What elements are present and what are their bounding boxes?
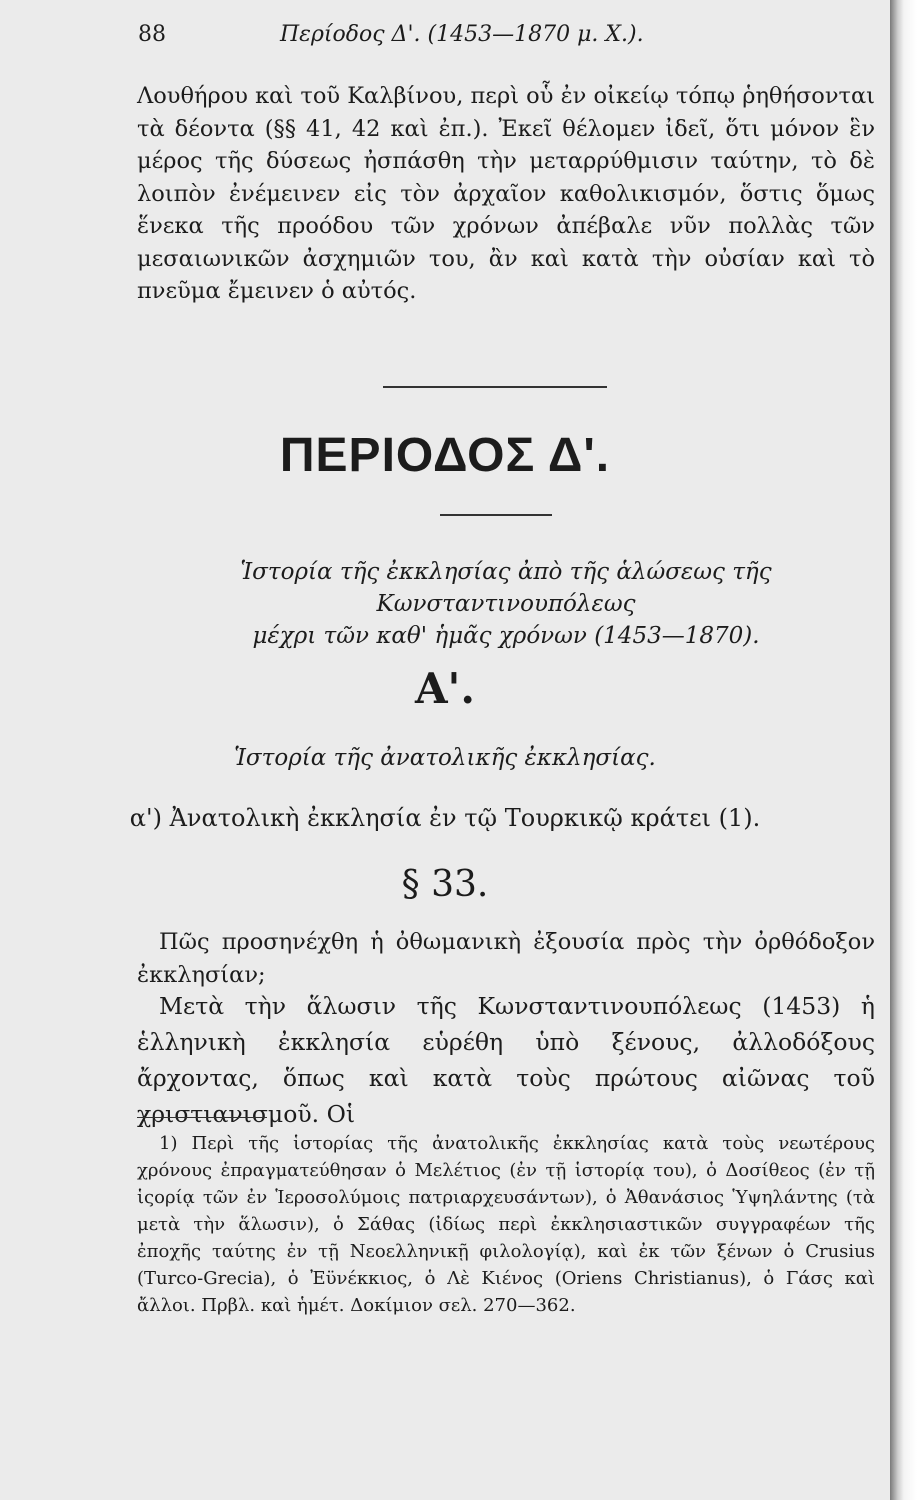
question-block [137, 926, 875, 991]
opening-paragraph-block [137, 80, 875, 308]
question-text: Πῶς προσηνέχθη ἡ ὀθωμανικὴ ἐξουσία πρὸς τὴν ὀρθόδοξον ἐκκλησίαν; [137, 929, 875, 988]
footnote-text: 1) Περὶ τῆς ἱστορίας τῆς ἀνατολικῆς ἐκκλησίας κατὰ τοὺς νεωτέρους χρόνους ἐπραγματεύθησαν ὁ Μελέτιος (ἐν τῇ ἱστορίᾳ του), ὁ Δοσίθεος (ἐν τῇ ἱςορίᾳ τῶν ἐν Ἱεροσολύμοις πατριαρχευσάντων), ὁ Ἀθανάσιος Ὑψηλάντης (τὰ μετὰ τὴν ἅλωσιν), ὁ Σάθας (ἰδίως περὶ ἐκκλησιαστικῶν συγγραφέων τῆς ἐποχῆς ταύτης ἐν τῇ Νεοελληνικῇ φιλολογίᾳ), καὶ ἐκ τῶν ξένων ὁ Crusius (Turco-Grecia), ὁ Ἐϋνέκκιος, ὁ Λὲ Κιένος (Oriens Christianus), ὁ Γάσς καὶ ἄλλοι. Πρβλ. καὶ ἡμέτ. Δοκίμιον σελ. 270—362. [137, 1133, 875, 1316]
section-number: § 33. [401, 864, 489, 905]
answer-block [137, 988, 875, 1132]
subsection-title: α') Ἀνατολικὴ ἐκκλησία ἐν τῷ Τουρκικῷ κράτει (1). [129, 804, 761, 832]
heading-underline [440, 514, 552, 516]
opening-paragraph: Λουθήρου καὶ τοῦ Καλβίνου, περὶ οὗ ἐν οἰκείῳ τόπῳ ῥηθήσονται τὰ δέοντα (§§ 41, 42 καὶ ἐπ.). Ἐκεῖ θέλομεν ἰδεῖ, ὅτι μόνον ἓν μέρος τῆς δύσεως ἠσπάσθη τὴν μεταρρύθμισιν ταύτην, τὸ δὲ λοιπὸν ἐνέμεινεν εἰς τὸν ἀρχαῖον καθολικισμόν, ὅστις ὅμως ἕνεκα τῆς προόδου τῶν χρόνων ἀπέβαλε νῦν πολλὰς τῶν μεσαιωνικῶν ἀσχημιῶν του, ἂν καὶ κατὰ τὴν οὐσίαν καὶ τὸ πνεῦμα ἔμεινεν ὁ αὐτός. [137, 83, 875, 304]
period-subtitle [137, 556, 875, 652]
page-edge [890, 0, 917, 1500]
period-subtitle-line1: Ἱστορία τῆς ἐκκλησίας ἀπὸ τῆς ἁλώσεως τῆς Κωνσταντινουπόλεως [240, 559, 772, 617]
period-subtitle-line2: μέχρι τῶν καθ' ἡμᾶς χρόνων (1453—1870). [252, 623, 760, 649]
page-number: 88 [138, 22, 166, 47]
answer-paragraph: Μετὰ τὴν ἅλωσιν τῆς Κωνσταντινουπόλεως (1453) ἡ ἑλληνικὴ ἐκκλησία εὑρέθη ὑπὸ ξένους, ἀλλοδόξους ἄρχοντας, ὅπως καὶ κατὰ τοὺς πρώτους αἰῶνας τοῦ χριστιανισμοῦ. Οἱ [137, 992, 875, 1128]
footnote-block [137, 1130, 875, 1319]
running-title: Περίοδος Δ'. (1453—1870 μ. Χ.). [280, 22, 644, 47]
footnote-divider [137, 1117, 267, 1118]
top-divider [383, 386, 607, 388]
part-title: Ἱστορία τῆς ἀνατολικῆς ἐκκλησίας. [234, 745, 656, 771]
section-heading: ΠΕΡΙΟΔΟΣ Δ'. [279, 429, 611, 482]
part-letter: Α'. [414, 664, 476, 713]
